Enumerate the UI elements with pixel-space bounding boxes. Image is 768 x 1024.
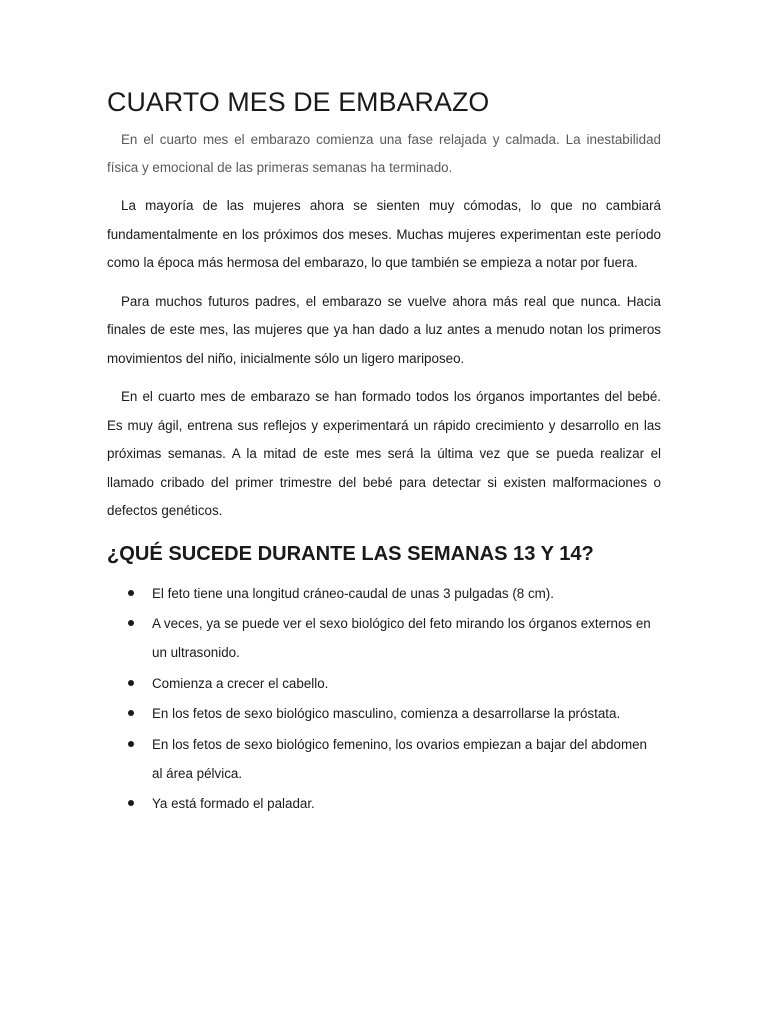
bullet-icon — [128, 800, 134, 806]
list-item-text: El feto tiene una longitud cráneo-caudal de unas 3 pulgadas (8 cm). — [152, 585, 554, 601]
bullet-icon — [128, 710, 134, 716]
list-item — [107, 789, 661, 818]
page-title: CUARTO MES DE EMBARAZO — [107, 87, 490, 117]
body-paragraph: Para muchos futuros padres, el embarazo se vuelve ahora más real que nunca. Hacia finales de este mes, las mujeres que ya han dado a luz antes a menudo notan los primeros movimientos del niño, inicialmente sólo un ligero mariposeo. — [107, 293, 661, 366]
list-item-text: En los fetos de sexo biológico femenino, los ovarios empiezan a bajar del abdomen al área pélvica. — [152, 736, 648, 781]
body-paragraph: La mayoría de las mujeres ahora se sienten muy cómodas, lo que no cambiará fundamentalmente en los próximos dos meses. Muchas mujeres experimentan este período como la época más hermosa del embarazo, lo que también se empieza a notar por fuera. — [107, 198, 661, 270]
bullet-list — [107, 579, 661, 819]
list-item-text: A veces, ya se puede ver el sexo biológico del feto mirando los órganos externos en un ultrasonido. — [152, 616, 651, 660]
document-page — [107, 88, 661, 820]
list-item — [107, 609, 661, 667]
bullet-icon — [128, 741, 134, 747]
body-paragraph: En el cuarto mes de embarazo se han formado todos los órganos importantes del bebé. Es muy ágil, entrena sus reflejos y experimentará un rápido crecimiento y desarrollo en las próximas semanas. A la mitad de este mes será la última vez que se pueda realizar el llamado cribado del primer trimestre del bebé para detectar si existen malformaciones o defectos genéticos. — [107, 389, 661, 518]
list-item-text: Ya está formado el paladar. — [152, 796, 315, 811]
list-item-text: En los fetos de sexo biológico masculino, comienza a desarrollarse la próstata. — [152, 706, 621, 721]
list-item — [107, 699, 661, 728]
bullet-icon — [128, 590, 134, 596]
intro-paragraph: En el cuarto mes el embarazo comienza una fase relajada y calmada. La inestabilidad física y emocional de las primeras semanas ha terminado. — [107, 132, 661, 175]
list-item-text: Comienza a crecer el cabello. — [152, 675, 329, 691]
bullet-icon — [128, 680, 134, 686]
list-item — [107, 730, 661, 788]
list-item — [107, 669, 661, 698]
section-heading: ¿QUÉ SUCEDE DURANTE LAS SEMANAS 13 Y 14? — [107, 542, 594, 565]
list-item — [107, 579, 661, 608]
bullet-icon — [128, 620, 134, 626]
